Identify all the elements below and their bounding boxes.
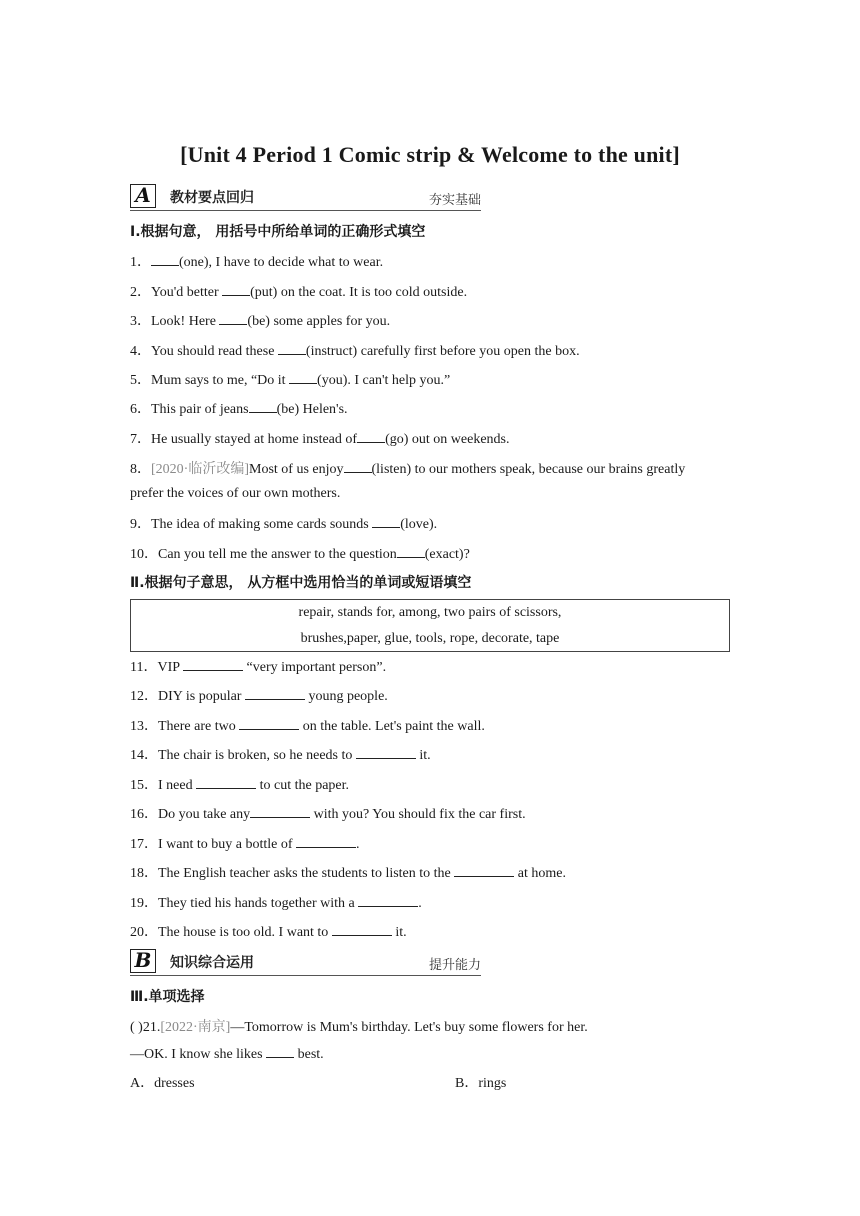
section-3-heading: Ⅲ.单项选择 (130, 989, 205, 1005)
answer-blank[interactable] (289, 371, 317, 384)
question-4: 4．You should read these (instruct) carefully first before you open the box. (130, 344, 580, 359)
question-15: 15．I need to cut the paper. (130, 778, 350, 793)
answer-blank[interactable] (278, 342, 306, 355)
word-box-line-1: repair, stands for, among, two pairs of scissors, (298, 605, 562, 620)
question-source: [2020·临沂改编] (151, 462, 249, 477)
banner-b-title: 知识综合运用 (170, 955, 254, 971)
badge-a: A (130, 184, 156, 208)
question-5: 5．Mum says to me, “Do it (you). I can't help you.” (130, 373, 451, 388)
word-box (130, 599, 730, 652)
answer-blank[interactable] (344, 460, 372, 473)
banner-a-title: 教材要点回归 (170, 190, 254, 206)
answer-blank[interactable] (151, 253, 179, 266)
section-1-heading: Ⅰ.根据句意， 用括号中所给单词的正确形式填空 (130, 224, 426, 240)
badge-b: B (130, 949, 156, 973)
option-a[interactable]: A．dresses (130, 1076, 195, 1091)
question-19: 19．They tied his hands together with a . (130, 896, 422, 911)
question-8: 8．[2020·临沂改编]Most of us enjoy (listen) to our mothers speak, because our brains greatly (130, 462, 686, 477)
answer-blank[interactable] (358, 894, 418, 907)
answer-blank[interactable] (266, 1045, 294, 1058)
answer-blank[interactable] (357, 430, 385, 443)
question-21: ( )21.[2022·南京]—Tomorrow is Mum's birthday. Let's buy some flowers for her. (130, 1020, 588, 1035)
question-9: 9．The idea of making some cards sounds (love). (130, 517, 438, 532)
question-13: 13．There are two on the table. Let's paint the wall. (130, 719, 485, 734)
answer-blank[interactable] (222, 283, 250, 296)
banner-b-right: 提升能力 (428, 958, 481, 973)
section-banner-b (130, 947, 481, 976)
question-7: 7．He usually stayed at home instead of (go) out on weekends. (130, 432, 510, 447)
answer-blank[interactable] (250, 805, 310, 818)
answer-blank[interactable] (196, 776, 256, 789)
page-title: [Unit 4 Period 1 Comic strip & Welcome to the unit] (180, 142, 680, 167)
answer-blank[interactable] (296, 835, 356, 848)
answer-blank[interactable] (397, 545, 425, 558)
question-11: 11．VIP “very important person”. (130, 660, 387, 675)
section-banner-a (130, 182, 481, 211)
answer-blank[interactable] (219, 312, 247, 325)
answer-blank[interactable] (372, 515, 400, 528)
question-18: 18．The English teacher asks the students to listen to the at home. (130, 866, 566, 881)
question-1: 1． (one), I have to decide what to wear. (130, 255, 384, 270)
question-10: 10．Can you tell me the answer to the question (exact)? (130, 547, 470, 562)
question-8-continued: prefer the voices of our own mothers. (130, 486, 341, 501)
answer-blank[interactable] (454, 864, 514, 877)
question-21-reply: —OK. I know she likes best. (130, 1047, 324, 1062)
answer-blank[interactable] (249, 400, 277, 413)
question-source: [2022·南京] (160, 1020, 231, 1035)
answer-blank[interactable] (245, 687, 305, 700)
question-12: 12．DIY is popular young people. (130, 689, 388, 704)
banner-a-right: 夯实基础 (428, 193, 481, 208)
question-17: 17．I want to buy a bottle of . (130, 837, 360, 852)
answer-blank[interactable] (239, 717, 299, 730)
option-b[interactable]: B．rings (455, 1076, 507, 1091)
answer-blank[interactable] (332, 923, 392, 936)
answer-blank[interactable] (183, 658, 243, 671)
question-3: 3．Look! Here (be) some apples for you. (130, 314, 391, 329)
answer-blank[interactable] (356, 746, 416, 759)
question-16: 16．Do you take any with you? You should fix the car first. (130, 807, 526, 822)
word-box-line-2: brushes,paper, glue, tools, rope, decorate, tape (300, 631, 560, 646)
question-2: 2．You'd better (put) on the coat. It is too cold outside. (130, 285, 468, 300)
question-6: 6．This pair of jeans (be) Helen's. (130, 402, 348, 417)
question-14: 14．The chair is broken, so he needs to it. (130, 748, 431, 763)
section-2-heading: Ⅱ.根据句子意思， 从方框中选用恰当的单词或短语填空 (130, 575, 472, 591)
question-20: 20．The house is too old. I want to it. (130, 925, 407, 940)
